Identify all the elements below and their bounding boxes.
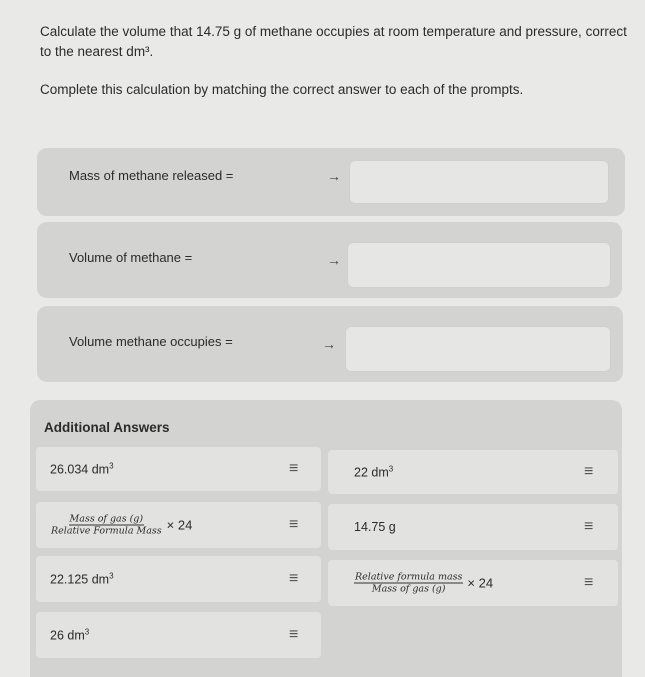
answer-tile[interactable] — [36, 447, 321, 491]
drag-handle-icon[interactable]: ≡ — [584, 518, 594, 535]
drag-handle-icon[interactable]: ≡ — [584, 574, 594, 591]
answer-tile[interactable] — [36, 612, 321, 658]
answer-tile[interactable] — [36, 502, 321, 548]
answer-formula: $\frac{\text{Mass of gas (g)}}{\text{Relative Formula Mass}}$ × 24 — [51, 513, 193, 537]
arrow-right-icon: → — [327, 168, 341, 184]
prompt-row-mass — [37, 148, 625, 216]
drag-handle-icon[interactable]: ≡ — [289, 570, 299, 587]
arrow-right-icon: → — [327, 252, 341, 268]
question-text: Calculate the volume that 14.75 g of methane occupies at room temperature and pressure, correct to the nearest dm³. — [40, 24, 627, 59]
prompt-row-volume-occupies — [37, 306, 623, 382]
arrow-right-icon: → — [322, 336, 336, 352]
answer-tile[interactable] — [328, 450, 618, 494]
prompt-label-volume: Volume of methane = — [69, 250, 193, 265]
prompt-label-volume-occupies: Volume methane occupies = — [69, 334, 233, 349]
answer-text: 26.034 $dm^3$ — [50, 461, 114, 477]
instruction-text: Complete this calculation by matching the correct answer to each of the prompts. — [40, 82, 524, 97]
drop-target-mass[interactable] — [349, 160, 609, 204]
drop-target-volume[interactable] — [347, 242, 611, 288]
answer-tile[interactable] — [36, 556, 321, 602]
prompt-row-volume — [37, 222, 622, 298]
additional-answers-panel — [30, 400, 622, 677]
answer-text: 14.75 g — [354, 520, 396, 534]
answer-text: 22 $dm^3$ — [354, 464, 394, 480]
drop-target-volume-occupies[interactable] — [345, 326, 611, 372]
drag-handle-icon[interactable]: ≡ — [289, 626, 299, 643]
answer-tile[interactable] — [328, 504, 618, 550]
answer-formula: $\frac{\text{Relative formula mass}}{\text{Mass of gas (g)}}$ × 24 — [355, 571, 494, 595]
answer-text: 22.125 $dm^3$ — [50, 571, 114, 587]
answer-text: 26 $dm^3$ — [50, 627, 90, 643]
drag-handle-icon[interactable]: ≡ — [289, 516, 299, 533]
answer-tile[interactable] — [328, 560, 618, 606]
drag-handle-icon[interactable]: ≡ — [584, 463, 594, 480]
additional-answers-title: Additional Answers — [44, 420, 170, 435]
drag-handle-icon[interactable]: ≡ — [289, 460, 299, 477]
prompt-label-mass: Mass of methane released = — [69, 168, 234, 183]
